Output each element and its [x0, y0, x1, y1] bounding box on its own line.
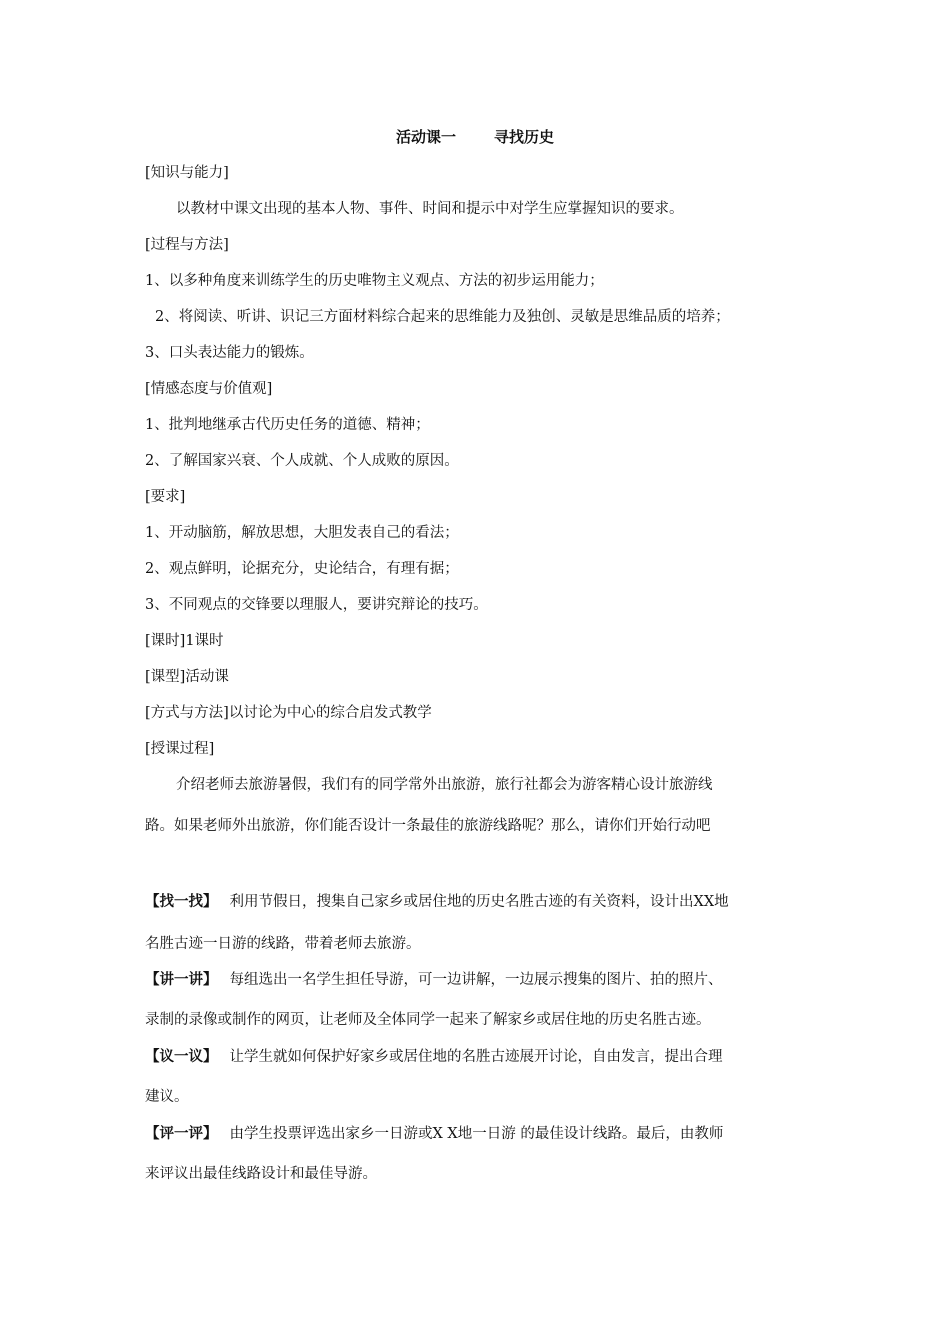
activity-text-cont: 名胜古迹一日游的线路，带着老师去旅游。 — [145, 936, 421, 952]
list-item: 2、将阅读、听讲、识记三方面材料综合起来的思维能力及独创、灵敏是思维品质的培养； — [155, 309, 730, 325]
activity-discuss — [145, 1047, 813, 1067]
activity-evaluate — [145, 1124, 813, 1144]
list-item: 3、口头表达能力的锻炼。 — [145, 345, 314, 361]
activity-text-cont: 建议。 — [145, 1089, 189, 1105]
teaching-method: [方式与方法]以讨论为中心的综合启发式教学 — [145, 705, 432, 721]
activity-text-cont: 录制的录像或制作的网页，让老师及全体同学一起来了解家乡或居住地的历史名胜古迹。 — [145, 1012, 711, 1028]
section-heading: [过程与方法] — [145, 237, 229, 253]
activity-tag: 【评一评】 — [145, 1126, 218, 1142]
activity-text: 由学生投票评选出家乡一日游或X X地一日游 的最佳设计线路。最后，由教师 — [229, 1126, 724, 1142]
section-heading: [情感态度与价值观] — [145, 381, 273, 397]
list-item: 1、以多种角度来训练学生的历史唯物主义观点、方法的初步运用能力； — [145, 273, 604, 289]
activity-text: 利用节假日，搜集自己家乡或居住地的历史名胜古迹的有关资料，设计出XX地 — [229, 894, 729, 910]
class-type: [课型]活动课 — [145, 669, 229, 685]
list-item: 2、观点鲜明，论据充分，史论结合，有理有据； — [145, 561, 459, 577]
activity-tag: 【找一找】 — [145, 894, 218, 910]
activity-text-cont: 来评议出最佳线路设计和最佳导游。 — [145, 1166, 377, 1182]
list-item: 1、批判地继承古代历史任务的道德、精神； — [145, 417, 430, 433]
paragraph: 以教材中课文出现的基本人物、事件、时间和提示中对学生应掌握知识的要求。 — [176, 201, 684, 217]
paragraph: 路。如果老师外出旅游，你们能否设计一条最佳的旅游线路呢？那么，请你们开始行动吧 — [145, 818, 711, 834]
title-part1: 活动课一 — [395, 128, 456, 146]
activity-find — [145, 892, 813, 912]
activity-text: 让学生就如何保护好家乡或居住地的名胜古迹展开讨论，自由发言，提出合理 — [229, 1049, 723, 1065]
activity-explain — [145, 970, 813, 990]
page-title — [0, 126, 950, 147]
class-hours: [课时]1课时 — [145, 633, 224, 649]
list-item: 3、不同观点的交锋要以理服人，要讲究辩论的技巧。 — [145, 597, 488, 613]
title-part2: 寻找历史 — [494, 128, 555, 146]
section-heading: [知识与能力] — [145, 165, 229, 181]
activity-tag: 【议一议】 — [145, 1049, 218, 1065]
list-item: 1、开动脑筋，解放思想，大胆发表自己的看法； — [145, 525, 459, 541]
section-heading: [要求] — [145, 489, 186, 505]
activity-text: 每组选出一名学生担任导游，可一边讲解，一边展示搜集的图片、拍的照片、 — [229, 972, 723, 988]
list-item: 2、了解国家兴衰、个人成就、个人成败的原因。 — [145, 453, 459, 469]
paragraph: 介绍老师去旅游暑假，我们有的同学常外出旅游，旅行社都会为游客精心设计旅游线 — [176, 777, 713, 793]
activity-tag: 【讲一讲】 — [145, 972, 218, 988]
section-heading: [授课过程] — [145, 741, 215, 757]
